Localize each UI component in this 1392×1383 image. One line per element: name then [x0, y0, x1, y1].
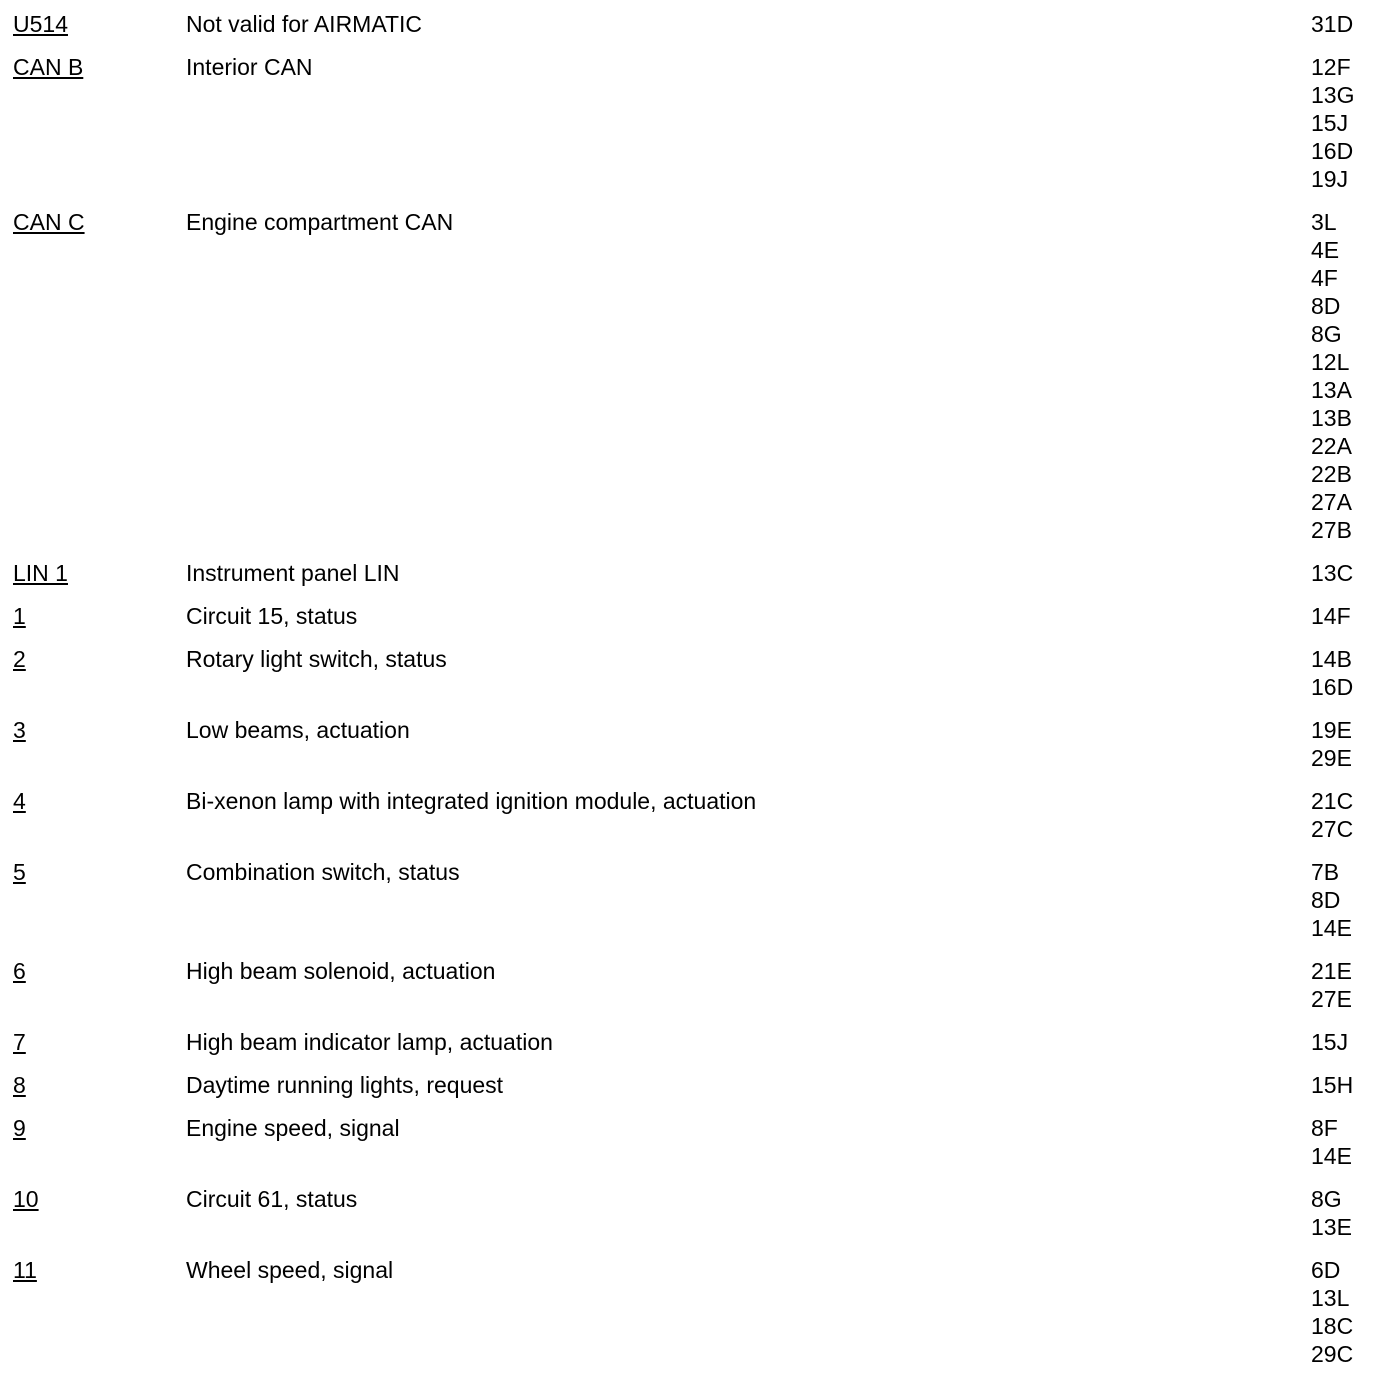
- legend-code-link[interactable]: 11: [13, 1257, 37, 1283]
- legend-code-link[interactable]: 9: [13, 1115, 26, 1141]
- legend-code-link[interactable]: CAN C: [13, 209, 85, 235]
- grid-reference[interactable]: 27A: [1311, 489, 1352, 515]
- legend-code-link[interactable]: 5: [13, 859, 26, 885]
- legend-description: Instrument panel LIN: [186, 560, 400, 586]
- grid-reference[interactable]: 14B: [1311, 646, 1352, 672]
- legend-row: [0, 1256, 1392, 1383]
- grid-reference[interactable]: 15J: [1311, 110, 1349, 136]
- legend-table: [0, 10, 1392, 1383]
- grid-reference[interactable]: 13G: [1311, 82, 1355, 108]
- grid-reference-list: [1311, 208, 1352, 544]
- grid-reference[interactable]: 4E: [1311, 237, 1340, 263]
- grid-reference[interactable]: 21E: [1311, 958, 1352, 984]
- grid-reference-list: [1311, 645, 1353, 701]
- legend-row: [0, 787, 1392, 858]
- grid-reference-list: [1311, 716, 1352, 772]
- grid-reference[interactable]: 12F: [1311, 54, 1351, 80]
- grid-reference[interactable]: 6D: [1311, 1257, 1341, 1283]
- legend-code-link[interactable]: 1: [13, 603, 26, 629]
- grid-reference[interactable]: 31D: [1311, 11, 1354, 37]
- grid-reference-list: [1311, 858, 1352, 942]
- grid-reference[interactable]: 8G: [1311, 1186, 1342, 1212]
- grid-reference[interactable]: 13B: [1311, 405, 1352, 431]
- legend-row: [0, 559, 1392, 602]
- grid-reference[interactable]: 16D: [1311, 674, 1354, 700]
- grid-reference[interactable]: 14E: [1311, 915, 1352, 941]
- grid-reference-list: [1311, 602, 1351, 630]
- grid-reference[interactable]: 15J: [1311, 1029, 1349, 1055]
- legend-row: [0, 858, 1392, 957]
- grid-reference[interactable]: 27B: [1311, 517, 1352, 543]
- legend-description: Bi-xenon lamp with integrated ignition module, actuation: [186, 788, 757, 814]
- legend-description: Engine speed, signal: [186, 1115, 400, 1141]
- grid-reference[interactable]: 8D: [1311, 293, 1341, 319]
- legend-description: Combination switch, status: [186, 859, 460, 885]
- legend-description: Rotary light switch, status: [186, 646, 447, 672]
- legend-row: [0, 1114, 1392, 1185]
- legend-code-link[interactable]: 10: [13, 1186, 39, 1212]
- legend-row: [0, 10, 1392, 53]
- legend-description: High beam indicator lamp, actuation: [186, 1029, 553, 1055]
- grid-reference[interactable]: 21C: [1311, 788, 1354, 814]
- grid-reference[interactable]: 8D: [1311, 887, 1341, 913]
- legend-code-link[interactable]: LIN 1: [13, 560, 68, 586]
- legend-code-link[interactable]: 4: [13, 788, 26, 814]
- legend-code-link[interactable]: 7: [13, 1029, 26, 1055]
- grid-reference[interactable]: 14E: [1311, 1143, 1352, 1169]
- grid-reference[interactable]: 4F: [1311, 265, 1338, 291]
- legend-code-link[interactable]: 8: [13, 1072, 26, 1098]
- legend-row: [0, 208, 1392, 559]
- legend-description: Interior CAN: [186, 54, 313, 80]
- legend-row: [0, 1185, 1392, 1256]
- legend-row: [0, 1028, 1392, 1071]
- grid-reference-list: [1311, 1071, 1353, 1099]
- grid-reference-list: [1311, 1256, 1353, 1368]
- legend-description: Circuit 61, status: [186, 1186, 358, 1212]
- legend-description: Engine compartment CAN: [186, 209, 454, 235]
- legend-row: [0, 645, 1392, 716]
- grid-reference[interactable]: 19E: [1311, 717, 1352, 743]
- grid-reference-list: [1311, 559, 1353, 587]
- grid-reference[interactable]: 22B: [1311, 461, 1352, 487]
- grid-reference[interactable]: 13A: [1311, 377, 1352, 403]
- legend-description: Wheel speed, signal: [186, 1257, 394, 1283]
- grid-reference[interactable]: 22A: [1311, 433, 1352, 459]
- grid-reference-list: [1311, 787, 1353, 843]
- legend-row: [0, 957, 1392, 1028]
- grid-reference[interactable]: 19J: [1311, 166, 1349, 192]
- legend-description: Daytime running lights, request: [186, 1072, 504, 1098]
- legend-code-link[interactable]: CAN B: [13, 54, 84, 80]
- grid-reference[interactable]: 8F: [1311, 1115, 1338, 1141]
- legend-code-link[interactable]: U514: [13, 11, 68, 37]
- legend-code-link[interactable]: 3: [13, 717, 26, 743]
- legend-row: [0, 53, 1392, 208]
- grid-reference[interactable]: 3L: [1311, 209, 1337, 235]
- grid-reference-list: [1311, 10, 1353, 38]
- legend-code-link[interactable]: 6: [13, 958, 26, 984]
- legend-row: [0, 716, 1392, 787]
- grid-reference[interactable]: 13E: [1311, 1214, 1352, 1240]
- grid-reference-list: [1311, 957, 1352, 1013]
- legend-description: Low beams, actuation: [186, 717, 410, 743]
- grid-reference[interactable]: 29E: [1311, 745, 1352, 771]
- legend-row: [0, 1071, 1392, 1114]
- grid-reference[interactable]: 13C: [1311, 560, 1354, 586]
- grid-reference-list: [1311, 1028, 1348, 1056]
- grid-reference[interactable]: 18C: [1311, 1313, 1354, 1339]
- grid-reference[interactable]: 12L: [1311, 349, 1350, 375]
- grid-reference[interactable]: 27E: [1311, 986, 1352, 1012]
- grid-reference[interactable]: 14F: [1311, 603, 1351, 629]
- grid-reference-list: [1311, 1114, 1352, 1170]
- legend-row: [0, 602, 1392, 645]
- grid-reference-list: [1311, 53, 1354, 193]
- grid-reference[interactable]: 29C: [1311, 1341, 1354, 1367]
- grid-reference[interactable]: 15H: [1311, 1072, 1354, 1098]
- legend-description: High beam solenoid, actuation: [186, 958, 496, 984]
- grid-reference[interactable]: 7B: [1311, 859, 1340, 885]
- grid-reference[interactable]: 13L: [1311, 1285, 1350, 1311]
- legend-description: Not valid for AIRMATIC: [186, 11, 423, 37]
- grid-reference[interactable]: 16D: [1311, 138, 1354, 164]
- grid-reference[interactable]: 8G: [1311, 321, 1342, 347]
- legend-code-link[interactable]: 2: [13, 646, 26, 672]
- grid-reference-list: [1311, 1185, 1352, 1241]
- grid-reference[interactable]: 27C: [1311, 816, 1354, 842]
- legend-description: Circuit 15, status: [186, 603, 358, 629]
